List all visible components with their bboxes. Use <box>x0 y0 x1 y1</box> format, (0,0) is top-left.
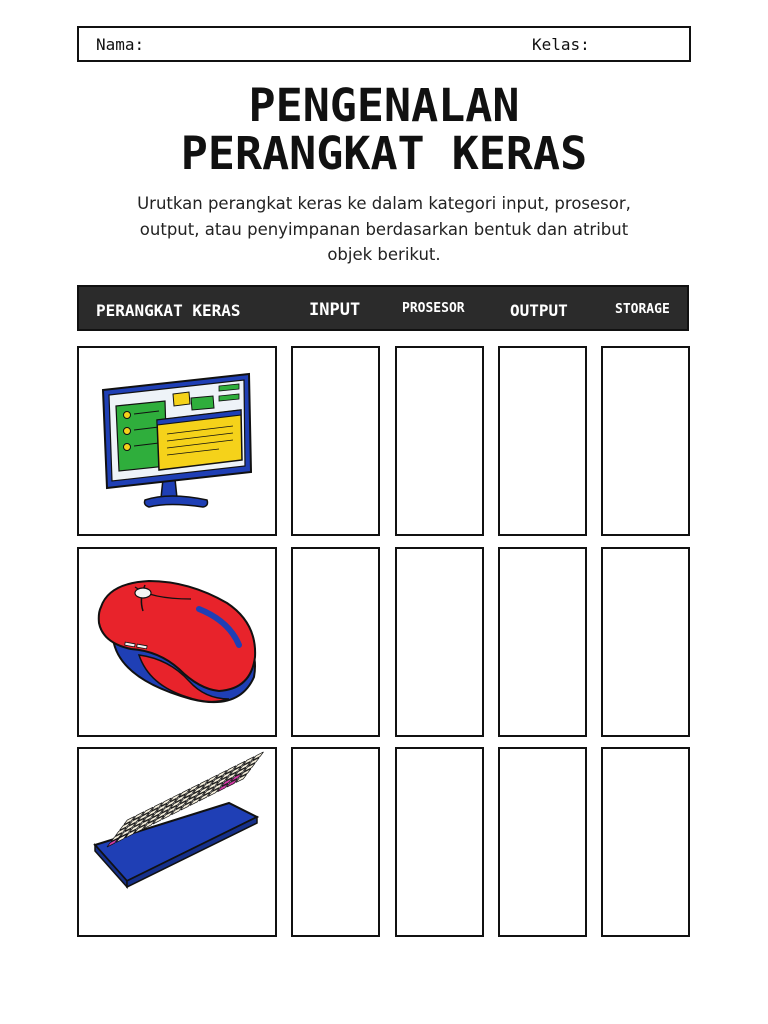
student-info-box <box>77 26 691 62</box>
answer-cell-output-1[interactable] <box>498 346 587 536</box>
hardware-image-cell-mouse <box>77 547 277 737</box>
page-title-line1: PENGENALAN <box>248 79 520 132</box>
answer-cell-storage-2[interactable] <box>601 547 690 737</box>
answer-cell-input-3[interactable] <box>291 747 380 937</box>
monitor-icon <box>79 348 275 534</box>
answer-cell-storage-3[interactable] <box>601 747 690 937</box>
column-header-processor: PROSESOR <box>402 301 465 316</box>
answer-cell-input-1[interactable] <box>291 346 380 536</box>
answer-cell-processor-2[interactable] <box>395 547 484 737</box>
hardware-image-cell-monitor <box>77 346 277 536</box>
hardware-image-cell-keyboard <box>77 747 277 937</box>
mouse-icon <box>79 549 275 735</box>
column-header-storage: STORAGE <box>615 302 670 317</box>
column-header-hardware: PERANGKAT KERAS <box>96 301 241 320</box>
table-header <box>77 285 689 331</box>
answer-cell-processor-1[interactable] <box>395 346 484 536</box>
answer-cell-input-2[interactable] <box>291 547 380 737</box>
page-title-line2: PERANGKAT KERAS <box>180 127 588 180</box>
keyboard-icon <box>79 749 275 935</box>
class-field-label[interactable]: Kelas: <box>532 35 590 54</box>
answer-cell-storage-1[interactable] <box>601 346 690 536</box>
answer-cell-output-2[interactable] <box>498 547 587 737</box>
name-field-label[interactable]: Nama: <box>96 35 145 54</box>
instructions-text: Urutkan perangkat keras ke dalam kategori input, prosesor, output, atau penyimpanan berdasarkan bentuk dan atribut objek berikut. <box>137 194 631 264</box>
column-header-input: INPUT <box>309 300 361 320</box>
column-header-output: OUTPUT <box>510 301 568 320</box>
answer-cell-output-3[interactable] <box>498 747 587 937</box>
answer-cell-processor-3[interactable] <box>395 747 484 937</box>
